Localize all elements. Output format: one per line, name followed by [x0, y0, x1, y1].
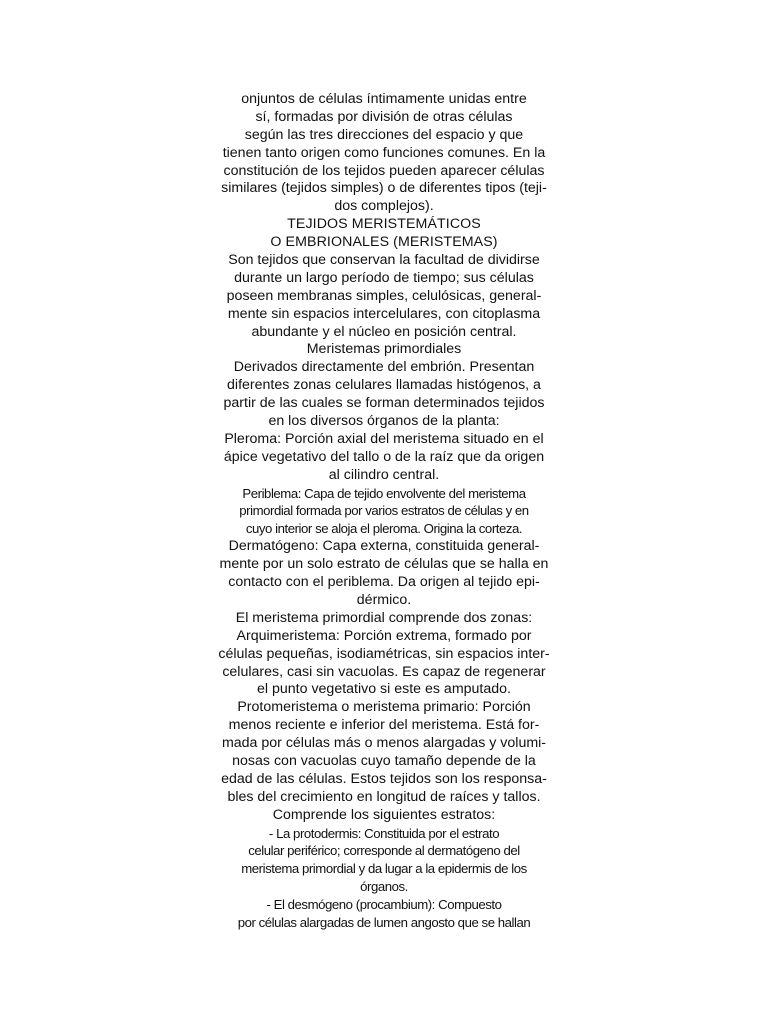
text-line: cuyo interior se aloja el pleroma. Origina la corteza.: [245, 521, 523, 537]
text-line: menos reciente e inferior del meristema. Está for-: [228, 717, 540, 734]
text-line: - El desmógeno (procambium): Compuesto: [266, 897, 502, 913]
text-line: celular periférico; corresponde al dermatógeno del: [248, 843, 520, 859]
text-line: meristema primordial y da lugar a la epidermis de los: [241, 861, 527, 877]
section-heading-line: TEJIDOS MERISTEMÁTICOS: [287, 216, 481, 233]
text-line: Pleroma: Porción axial del meristema situado en el: [224, 430, 544, 447]
text-line: en los diversos órganos de la planta:: [268, 413, 500, 430]
text-line: Comprende los siguientes estratos:: [272, 806, 496, 823]
text-line: mada por células más o menos alargadas y volumi-: [221, 735, 547, 752]
text-line: primordial formada por varios estratos de células y en: [239, 503, 529, 519]
text-line: dos complejos).: [334, 198, 434, 215]
text-line: órganos.: [360, 879, 408, 895]
text-line: Arquimeristema: Porción extrema, formado por: [236, 627, 532, 644]
text-line: bles del crecimiento en longitud de raíces y tallos.: [227, 788, 541, 805]
text-line: onjuntos de células íntimamente unidas entre: [241, 91, 527, 107]
text-line: abundante y el núcleo en posición central.: [251, 323, 517, 340]
text-line: el punto vegetativo si este es amputado.: [257, 681, 511, 698]
text-line: diferentes zonas celulares llamadas histógenos, a: [227, 377, 541, 394]
text-line: al cilindro central.: [328, 466, 440, 483]
document-page: [0, 91, 768, 932]
text-line: según las tres direcciones del espacio y que: [244, 126, 524, 143]
text-line: dérmico.: [356, 591, 412, 608]
text-line: similares (tejidos simples) o de diferentes tipos (teji-: [221, 180, 547, 197]
text-line: partir de las cuales se forman determinados tejidos: [223, 395, 545, 412]
text-line: Derivados directamente del embrión. Presentan: [233, 359, 535, 376]
text-line: ápice vegetativo del tallo o de la raíz que da origen: [223, 448, 545, 465]
text-line: por células alargadas de lumen angosto que se hallan: [237, 914, 531, 930]
text-line: El meristema primordial comprende dos zonas:: [235, 609, 533, 626]
text-line: durante un largo período de tiempo; sus células: [234, 269, 534, 286]
text-line: mente sin espacios intercelulares, con citoplasma: [227, 305, 541, 322]
text-line: sí, formadas por división de otras células: [255, 108, 513, 125]
text-line: constitución de los tejidos pueden aparecer células: [223, 162, 545, 179]
text-line: Son tejidos que conservan la facultad de dividirse: [228, 252, 540, 269]
text-line: células pequeñas, isodiamétricas, sin espacios inter-: [218, 645, 550, 662]
text-line: mente por un solo estrato de células que se halla en: [219, 556, 549, 573]
text-line: tienen tanto origen como funciones comunes. En la: [222, 144, 546, 161]
text-line: Protomeristema o meristema primario: Porción: [237, 699, 531, 716]
text-line: Periblema: Capa de tejido envolvente del meristema: [242, 485, 526, 501]
text-line: contacto con el periblema. Da origen al tejido epi-: [228, 574, 540, 591]
text-line: nosas con vacuolas cuyo tamaño depende de la: [232, 752, 536, 769]
text-line: Meristemas primordiales: [306, 341, 462, 358]
text-line: poseen membranas simples, celulósicas, general-: [226, 287, 542, 304]
text-line: - La protodermis: Constituida por el estrato: [268, 825, 500, 841]
section-heading-line: O EMBRIONALES (MERISTEMAS): [270, 234, 498, 251]
text-line: celulares, casi sin vacuolas. Es capaz de regenerar: [222, 663, 546, 680]
text-line: Dermatógeno: Capa externa, constituida general-: [228, 538, 540, 555]
text-line: edad de las células. Estos tejidos son los responsa-: [221, 770, 547, 787]
